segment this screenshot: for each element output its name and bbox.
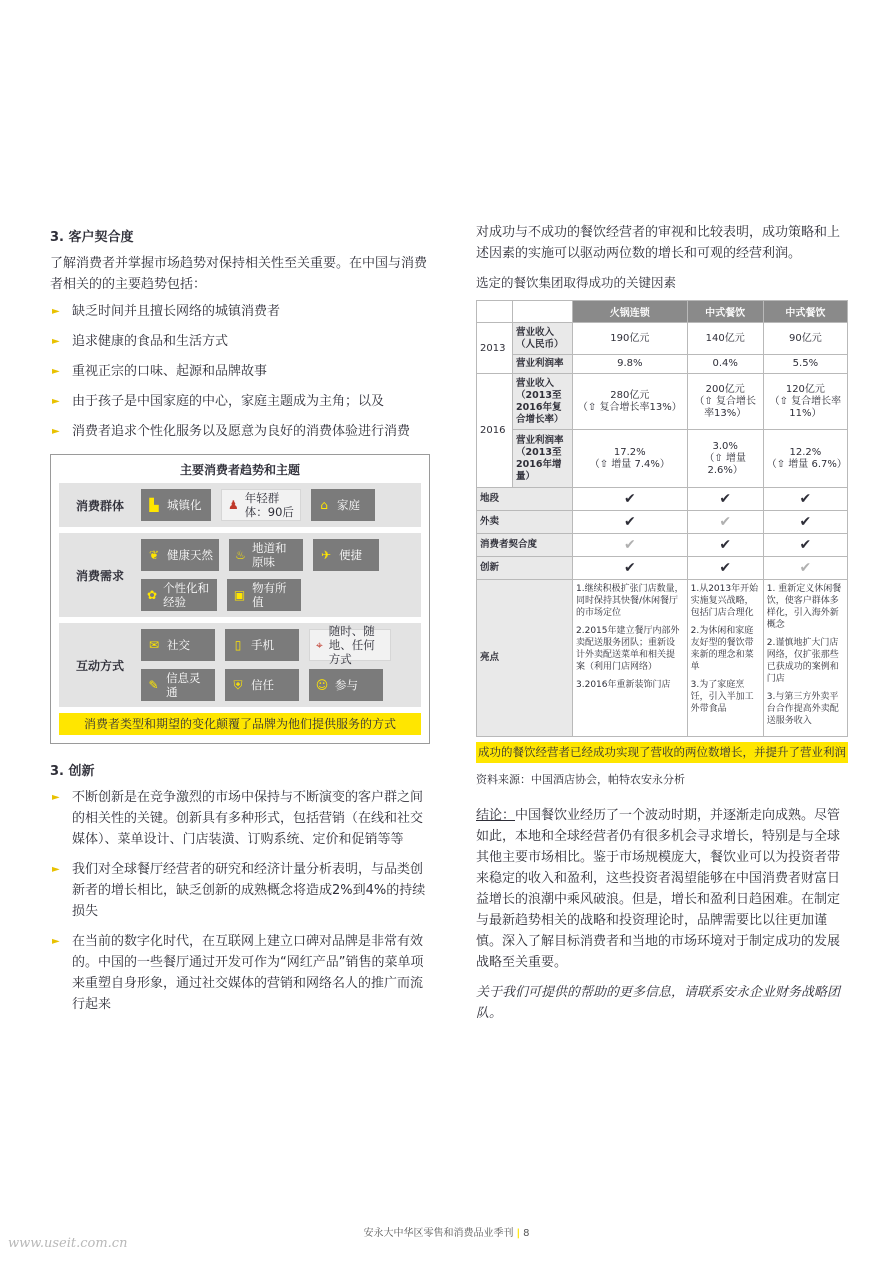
row-label: 亮点 <box>477 580 573 737</box>
trend-tile-label: 地道和原味 <box>251 541 287 569</box>
trend-row <box>59 533 421 617</box>
check-icon: ✔ <box>687 488 763 511</box>
bullet-item <box>50 859 430 922</box>
conclusion-text: 中国餐饮业经历了一个波动时期，并逐渐走向成熟。尽管如此，本地和全球经营者仍有很多机会寻求增长，特别是与全球其他主要市场相比。鉴于市场规模庞大，餐饮业可以为投资者带来稳定的收入和盈利，这些投资者渴望能够在中国消费者财富日益增长的浪潮中乘风破浪。但是，增长和盈利日趋困难。在制定与最新趋势相关的战略和投资理论时，品牌需要比以往更加谨慎。深入了解目标消费者和当地的市场环境对于制定成功的发展战略至关重要。 <box>476 808 841 970</box>
bullet-item <box>50 421 430 442</box>
highlight-item: 2.谨慎地扩大门店网络，仅扩张那些已获成功的案例和门店 <box>766 638 839 684</box>
trend-tile-label: 家庭 <box>337 498 360 512</box>
highlight-item: 1.继续积极扩张门店数量，同时保持其快餐/休闲餐厅的市场定位 <box>576 584 684 618</box>
trend-tile-label: 手机 <box>251 638 274 652</box>
highlights-cell <box>573 580 688 737</box>
trend-tile-label: 参与 <box>335 678 358 692</box>
row-label: 创新 <box>477 557 573 580</box>
trend-tile-label: 信任 <box>251 678 274 692</box>
right-column <box>476 222 852 1024</box>
trend-tile <box>141 579 217 611</box>
page-number: 8 <box>523 1228 530 1239</box>
trend-tile-label: 年轻群体：90后 <box>244 491 294 519</box>
check-icon: ✔ <box>687 534 763 557</box>
row-label: 外卖 <box>477 511 573 534</box>
trend-tile-label: 城镇化 <box>167 498 202 512</box>
column-header: 火锅连锁 <box>573 301 688 323</box>
source-note: 资料来源：中国酒店协会，帕特农安永分析 <box>476 773 685 786</box>
trend-row-label: 消费群体 <box>75 498 124 513</box>
bullet-arrow-icon: ► <box>52 864 60 875</box>
trend-row-label: 消费需求 <box>75 568 124 583</box>
bullet-text: 不断创新是在竞争激烈的市场中保持与不断演变的客户群之间的相关性的关键。创新具有多种形式，包括营销（在线和社交媒体）、菜单设计、门店装潢、订购系统、定价和促销等等 <box>72 790 424 847</box>
leaf-icon: ❦ <box>148 548 160 562</box>
trends-title: 主要消费者趋势和主题 <box>179 463 300 477</box>
highlight-item: 3.与第三方外卖平台合作提高外卖配送服务收入 <box>766 692 839 726</box>
row-label: 营业收入（人民币） <box>513 323 573 355</box>
trend-tile <box>311 489 375 521</box>
table-caption: 选定的餐饮集团取得成功的关键因素 <box>476 275 677 290</box>
footer-text: 安永大中华区零售和消费品业季刊 <box>363 1228 514 1239</box>
highlights-cell <box>763 580 847 737</box>
bullet-text: 由于孩子是中国家庭的中心，家庭主题成为主角；以及 <box>72 394 385 409</box>
check-icon: ✔ <box>573 488 688 511</box>
table-cell: 9.8% <box>573 355 688 374</box>
table-cell: 17.2% （⇧ 增量 7.4%） <box>573 430 688 488</box>
trends-footer: 消费者类型和期望的变化颠覆了品牌为他们提供服务的方式 <box>59 713 421 735</box>
trend-tile <box>309 669 383 701</box>
footer-divider: | <box>516 1228 521 1239</box>
shield-icon: ⛨ <box>233 677 243 692</box>
trend-tile-label: 便捷 <box>339 548 362 562</box>
bullet-text: 重视正宗的口味、起源和品牌故事 <box>72 364 268 379</box>
highlight-item: 2.2015年建立餐厅内部外卖配送服务团队；重新设计外卖配送菜单和相关提案（利用门店网络） <box>576 626 680 672</box>
bullet-text: 缺乏时间并且擅长网络的城镇消费者 <box>72 304 281 319</box>
table-cell: 120亿元 （⇧ 复合增长率11%） <box>763 374 847 430</box>
table-cell: 280亿元 （⇧ 复合增长率13%） <box>573 374 688 430</box>
palette-icon: ✿ <box>147 588 158 602</box>
bullet-item <box>50 361 430 382</box>
check-icon: ✔ <box>687 511 763 534</box>
bullet-item <box>50 391 430 412</box>
trend-tile <box>229 539 303 571</box>
person-icon: ♟ <box>228 498 239 512</box>
bullet-text: 消费者追求个性化服务以及愿意为良好的消费体验进行消费 <box>72 424 411 439</box>
trend-tile <box>141 539 219 571</box>
row-label: 消费者契合度 <box>477 534 573 557</box>
trend-row-label: 互动方式 <box>75 658 124 673</box>
bullet-text: 在当前的数字化时代，在互联网上建立口碑对品牌是非常有效的。中国的一些餐厅通过开发可作为“网红产品”销售的菜单项来重塑自身形象，通过社交媒体的营销和网络名人的推广而流行起来 <box>72 934 424 1012</box>
highlight-item: 3.为了家庭烹饪，引入半加工外带食品 <box>690 680 754 714</box>
check-icon: ✔ <box>763 511 847 534</box>
bullet-item <box>50 301 430 322</box>
row-label: 地段 <box>477 488 573 511</box>
trend-tile-label: 信息灵通 <box>166 671 201 699</box>
contact-note: 关于我们可提供的帮助的更多信息，请联系安永企业财务战略团队。 <box>476 985 841 1021</box>
message-icon: ✎ <box>148 678 159 692</box>
section-title: 3. 创新 <box>50 764 95 779</box>
trend-tile <box>225 669 299 701</box>
trend-tile-label: 社交 <box>167 638 190 652</box>
table-footer: 成功的餐饮经营者已经成功实现了营收的两位数增长，并提升了营业利润 <box>476 742 848 763</box>
highlight-item: 1.从2013年开始实施复兴战略，包括门店合理化 <box>690 584 759 618</box>
bullet-arrow-icon: ► <box>52 426 60 437</box>
bullet-arrow-icon: ► <box>52 396 60 407</box>
highlights-cell <box>687 580 763 737</box>
trend-tile-label: 随时、随地、任何方式 <box>328 624 375 666</box>
intro-paragraph: 对成功与不成功的餐饮经营者的审视和比较表明，成功策略和上述因素的实施可以驱动两位数的增长和可观的经营利润。 <box>476 225 841 261</box>
table-cell: 12.2% （⇧ 增量 6.7%） <box>763 430 847 488</box>
location-icon: ⌖ <box>316 637 323 652</box>
check-icon: ✔ <box>687 557 763 580</box>
row-label: 营业收入（2013至2016年复合增长率） <box>513 374 573 430</box>
intro-paragraph: 了解消费者并掌握市场趋势对保持相关性至关重要。在中国与消费者相关的的主要趋势包括： <box>50 256 428 292</box>
check-icon: ✔ <box>573 557 688 580</box>
factor-row <box>477 488 848 511</box>
section-title: 3. 客户契合度 <box>50 230 134 245</box>
watermark: www.useit.com.cn <box>8 1236 128 1251</box>
bullet-arrow-icon: ► <box>52 366 60 377</box>
trend-tile <box>309 624 391 666</box>
table-cell: 140亿元 <box>687 323 763 355</box>
bullet-arrow-icon: ► <box>52 336 60 347</box>
factor-row <box>477 557 848 580</box>
column-header: 中式餐饮 <box>687 301 763 323</box>
success-factors-table <box>476 300 848 737</box>
table-cell: 5.5% <box>763 355 847 374</box>
conclusion-label: 结论： <box>476 808 516 823</box>
table-cell: 0.4% <box>687 355 763 374</box>
trend-tile <box>141 489 211 521</box>
bowl-icon: ♨ <box>235 548 246 562</box>
table-cell: 190亿元 <box>573 323 688 355</box>
table-header-row <box>477 301 848 323</box>
buildings-icon: ▙ <box>149 498 159 512</box>
people-icon: ☺ <box>315 678 329 692</box>
column-header: 中式餐饮 <box>763 301 847 323</box>
factor-row <box>477 534 848 557</box>
house-icon: ⌂ <box>320 498 328 512</box>
bullet-arrow-icon: ► <box>52 792 60 803</box>
trend-tile <box>225 629 299 661</box>
innovation-bullet-list <box>50 787 430 1015</box>
trend-bullet-list <box>50 301 430 442</box>
table-cell: 3.0% （⇧ 增量 2.6%） <box>687 430 763 488</box>
row-label: 营业利润率 <box>513 355 573 374</box>
year-label: 2016 <box>477 374 513 488</box>
bullet-item <box>50 331 430 352</box>
plane-icon: ✈ <box>320 548 332 562</box>
table-cell: 90亿元 <box>763 323 847 355</box>
trend-row <box>59 623 421 707</box>
trend-tile <box>227 579 301 611</box>
highlight-item: 3.2016年重新装饰门店 <box>576 680 671 690</box>
check-icon: ✔ <box>573 534 688 557</box>
left-column <box>50 226 430 1024</box>
conclusion-paragraph <box>476 805 852 973</box>
bullet-arrow-icon: ► <box>52 936 60 947</box>
trends-box <box>50 454 430 744</box>
bullet-text: 我们对全球餐厅经营者的研究和经济计量分析表明，与品类创新者的增长相比，缺乏创新的成熟概念将造成2%到4%的持续损失 <box>72 862 426 919</box>
chat-icon: ✉ <box>148 638 160 652</box>
trend-tile <box>141 669 215 701</box>
trend-tile-label: 健康天然 <box>167 548 213 562</box>
bullet-item <box>50 787 430 850</box>
trend-tile <box>313 539 379 571</box>
page-footer <box>0 1224 893 1239</box>
year-label: 2013 <box>477 323 513 374</box>
trend-tile-label: 个性化和经验 <box>163 581 210 609</box>
trend-tile-label: 物有所值 <box>252 581 287 609</box>
row-label: 营业利润率（2013至2016年增量） <box>513 430 573 488</box>
money-icon: ▣ <box>233 588 246 602</box>
phone-icon: ▯ <box>234 638 242 652</box>
bullet-item <box>50 931 430 1015</box>
trend-tile <box>221 489 301 521</box>
factor-row <box>477 511 848 534</box>
trend-row <box>59 483 421 527</box>
check-icon: ✔ <box>763 488 847 511</box>
highlight-item: 2.为休闲和家庭友好型的餐饮带来新的理念和菜单 <box>690 626 754 672</box>
table-cell: 200亿元 （⇧ 复合增长率13%） <box>687 374 763 430</box>
check-icon: ✔ <box>763 534 847 557</box>
bullet-arrow-icon: ► <box>52 306 60 317</box>
trend-tile <box>141 629 215 661</box>
check-icon: ✔ <box>573 511 688 534</box>
check-icon: ✔ <box>763 557 847 580</box>
bullet-text: 追求健康的食品和生活方式 <box>72 334 229 349</box>
highlight-item: 1. 重新定义休闲餐饮，使客户群体多样化，引入海外新概念 <box>766 584 842 630</box>
